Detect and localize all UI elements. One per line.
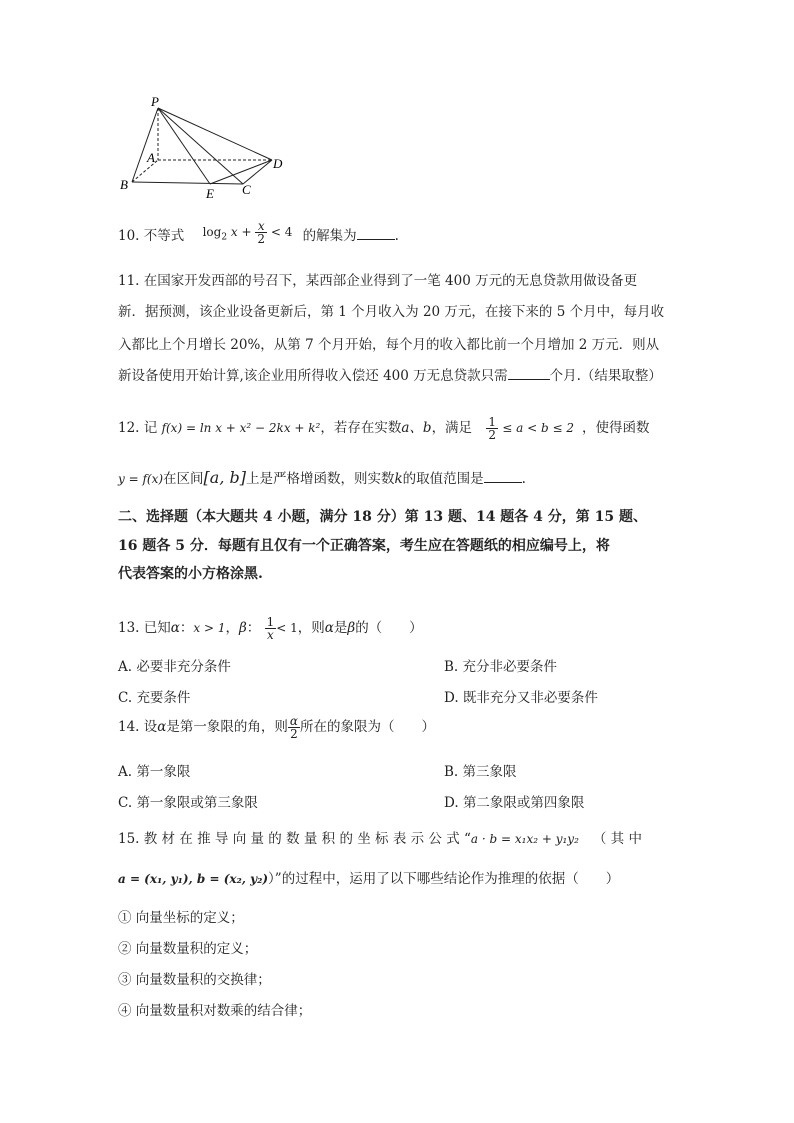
q13-lt1: < 1: [276, 621, 298, 635]
option-label: B.: [444, 659, 459, 675]
q13-alpha: α: [170, 620, 180, 636]
section2-line3: 代表答案的小方格涂黑.: [118, 566, 263, 582]
q10-inequality: [203, 220, 293, 245]
option-label: A.: [118, 764, 133, 780]
q10-suffix: 的解集为: [302, 228, 357, 244]
option-text: 既非充分又非必要条件: [462, 690, 598, 706]
q10-number: 10.: [118, 228, 140, 244]
q12-vars: a、b: [401, 420, 432, 436]
q13-beta: β: [238, 620, 247, 636]
label-D: D: [273, 156, 283, 171]
q12-interval-pre: 在区间: [163, 471, 204, 487]
q11-line2: 新．据预测，该企业设备更新后，第 1 个月收入为 20 万元，在接下来的 5 个月中，每月收: [118, 304, 665, 320]
question-13: [118, 616, 423, 641]
q12-end: .: [521, 471, 526, 487]
q14-option-b[interactable]: [444, 760, 517, 780]
q12-condition: ≤ a < b ≤ 2: [502, 421, 575, 435]
q12-mid: ，若存在实数: [320, 420, 402, 436]
q13-post: 的（ ）: [355, 620, 423, 636]
q11-line4: [118, 364, 662, 384]
label-A: A: [147, 150, 155, 165]
q10-fraction: [255, 220, 267, 245]
q10-frac-num: x: [255, 220, 267, 233]
q14-fraction: [288, 715, 300, 740]
question-12-line2: [118, 467, 526, 487]
q10-prefix: 不等式: [143, 228, 185, 244]
q15-item-4: ④ 向量数量积对数乘的结合律；: [118, 1003, 312, 1019]
question-14: [118, 715, 435, 740]
q14-frac-den: 2: [290, 727, 298, 741]
q12-interval: [a, b]: [203, 468, 246, 487]
q13-frac-den: x: [267, 628, 274, 642]
option-text: 第二象限或第四象限: [462, 795, 585, 811]
q11-line3: 入都比上个月增长 20%，从第 7 个月开始，每个月的收入都比前一个月增加 2 万元．则从: [118, 337, 660, 353]
q12-cond-pre: ，满足: [431, 420, 473, 436]
q11-line4-suffix: 个月.（结果取整）: [549, 368, 662, 384]
q15-line1-text: 15. 教 材 在 推 导 向 量 的 数 量 积 的 坐 标 表 示 公 式 “: [118, 831, 471, 847]
q12-frac-num: 1: [488, 415, 496, 429]
option-label: D.: [444, 690, 459, 706]
q11-line1: 11. 在国家开发西部的号召下，某西部企业得到了一笔 400 万元的无息贷款用做设备更: [118, 273, 638, 289]
q10-var: x: [230, 225, 238, 239]
option-label: D.: [444, 795, 459, 811]
q13-colon2: ：: [246, 620, 261, 636]
q15-line2-text: ）”的过程中，运用了以下哪些结论作为推理的依据（ ）: [268, 871, 620, 887]
q14-option-a[interactable]: [118, 760, 190, 780]
q12-answer-blank[interactable]: [484, 482, 522, 483]
q12-prefix: 12. 记: [118, 420, 158, 436]
q12-y-eq: y = f(x): [118, 472, 164, 486]
q13-option-c[interactable]: [118, 686, 190, 706]
q14-post: 所在的象限为（ ）: [300, 719, 435, 735]
section2-line1: 二、选择题（本大题共 4 小题，满分 18 分）第 13 题、14 题各 4 分，第 15 题、: [118, 509, 648, 525]
q12-function: f(x) = ln x + x² − 2kx + k²: [161, 421, 321, 435]
question-10: [118, 220, 399, 245]
option-text: 第一象限或第三象限: [136, 795, 258, 811]
option-text: 必要非充分条件: [136, 659, 231, 675]
q14-option-d[interactable]: [444, 791, 584, 811]
q14-frac-num: α: [289, 714, 298, 728]
question-12: [118, 416, 650, 441]
label-C: C: [242, 182, 251, 197]
question-15: [118, 827, 642, 847]
q13-option-b[interactable]: [444, 655, 557, 675]
section2-line2: 16 题各 5 分．每题有且仅有一个正确答案，考生应在答题纸的相应编号上，将: [118, 538, 610, 554]
option-label: C.: [118, 690, 133, 706]
q15-formula: a · b = x₁x₂ + y₁y₂: [470, 832, 579, 846]
label-P: P: [151, 94, 159, 109]
q12-k: k: [394, 471, 403, 487]
label-B: B: [120, 177, 128, 192]
q13-cond1: x > 1: [193, 621, 226, 635]
q13-colon1: ：: [179, 620, 194, 636]
q10-answer-blank[interactable]: [357, 239, 395, 240]
option-label: C.: [118, 795, 133, 811]
q12-suffix: 的取值范围是: [402, 471, 484, 487]
q14-alpha: α: [157, 719, 167, 735]
q10-frac-den: 2: [257, 232, 266, 246]
option-label: A.: [118, 659, 133, 675]
q14-mid: 是第一象限的角，则: [166, 719, 288, 735]
q13-is: 是: [333, 620, 348, 636]
q13-beta2: β: [347, 620, 356, 636]
q11-answer-blank[interactable]: [508, 379, 550, 380]
q13-option-a[interactable]: [118, 655, 231, 675]
q10-log: log: [202, 225, 222, 239]
q10-plus: +: [241, 225, 252, 239]
q11-line4-text: 新设备使用开始计算,该企业用所得收入偿还 400 万无息贷款只需: [118, 368, 508, 384]
q10-lt: < 4: [270, 225, 293, 239]
q13-frac-num: 1: [266, 615, 275, 629]
option-text: 第三象限: [462, 764, 517, 780]
q15-line1-suffix: （ 其 中: [592, 831, 642, 847]
q15-item-2: ② 向量数量积的定义；: [118, 941, 258, 957]
q12-post: ，使得函数: [582, 420, 650, 436]
q13-option-d[interactable]: [444, 686, 598, 706]
q13-fraction: [265, 616, 277, 641]
option-text: 充分非必要条件: [462, 659, 558, 675]
q13-alpha2: α: [324, 620, 334, 636]
q15-vectors: a = (x₁, y₁), b = (x₂, y₂): [118, 872, 269, 886]
q14-option-c[interactable]: [118, 791, 258, 811]
label-E: E: [206, 186, 214, 200]
option-text: 第一象限: [136, 764, 191, 780]
option-text: 充要条件: [136, 690, 191, 706]
q14-prefix: 14. 设: [118, 719, 158, 735]
q13-prefix: 13. 已知: [118, 620, 171, 636]
q12-interval-post: 上是严格增函数，则实数: [245, 471, 395, 487]
q10-end: .: [394, 228, 399, 244]
q12-fraction: [486, 416, 498, 441]
option-label: B.: [444, 764, 459, 780]
q10-base: 2: [221, 232, 228, 243]
q15-item-3: ③ 向量数量积的交换律；: [118, 972, 271, 988]
q13-comma: ，: [225, 620, 239, 636]
pyramid-figure: [110, 90, 300, 200]
q12-frac-den: 2: [488, 428, 496, 442]
q15-item-1: ① 向量坐标的定义；: [118, 910, 244, 926]
q13-mid: ，则: [297, 620, 325, 636]
question-15-line2: [118, 867, 619, 887]
